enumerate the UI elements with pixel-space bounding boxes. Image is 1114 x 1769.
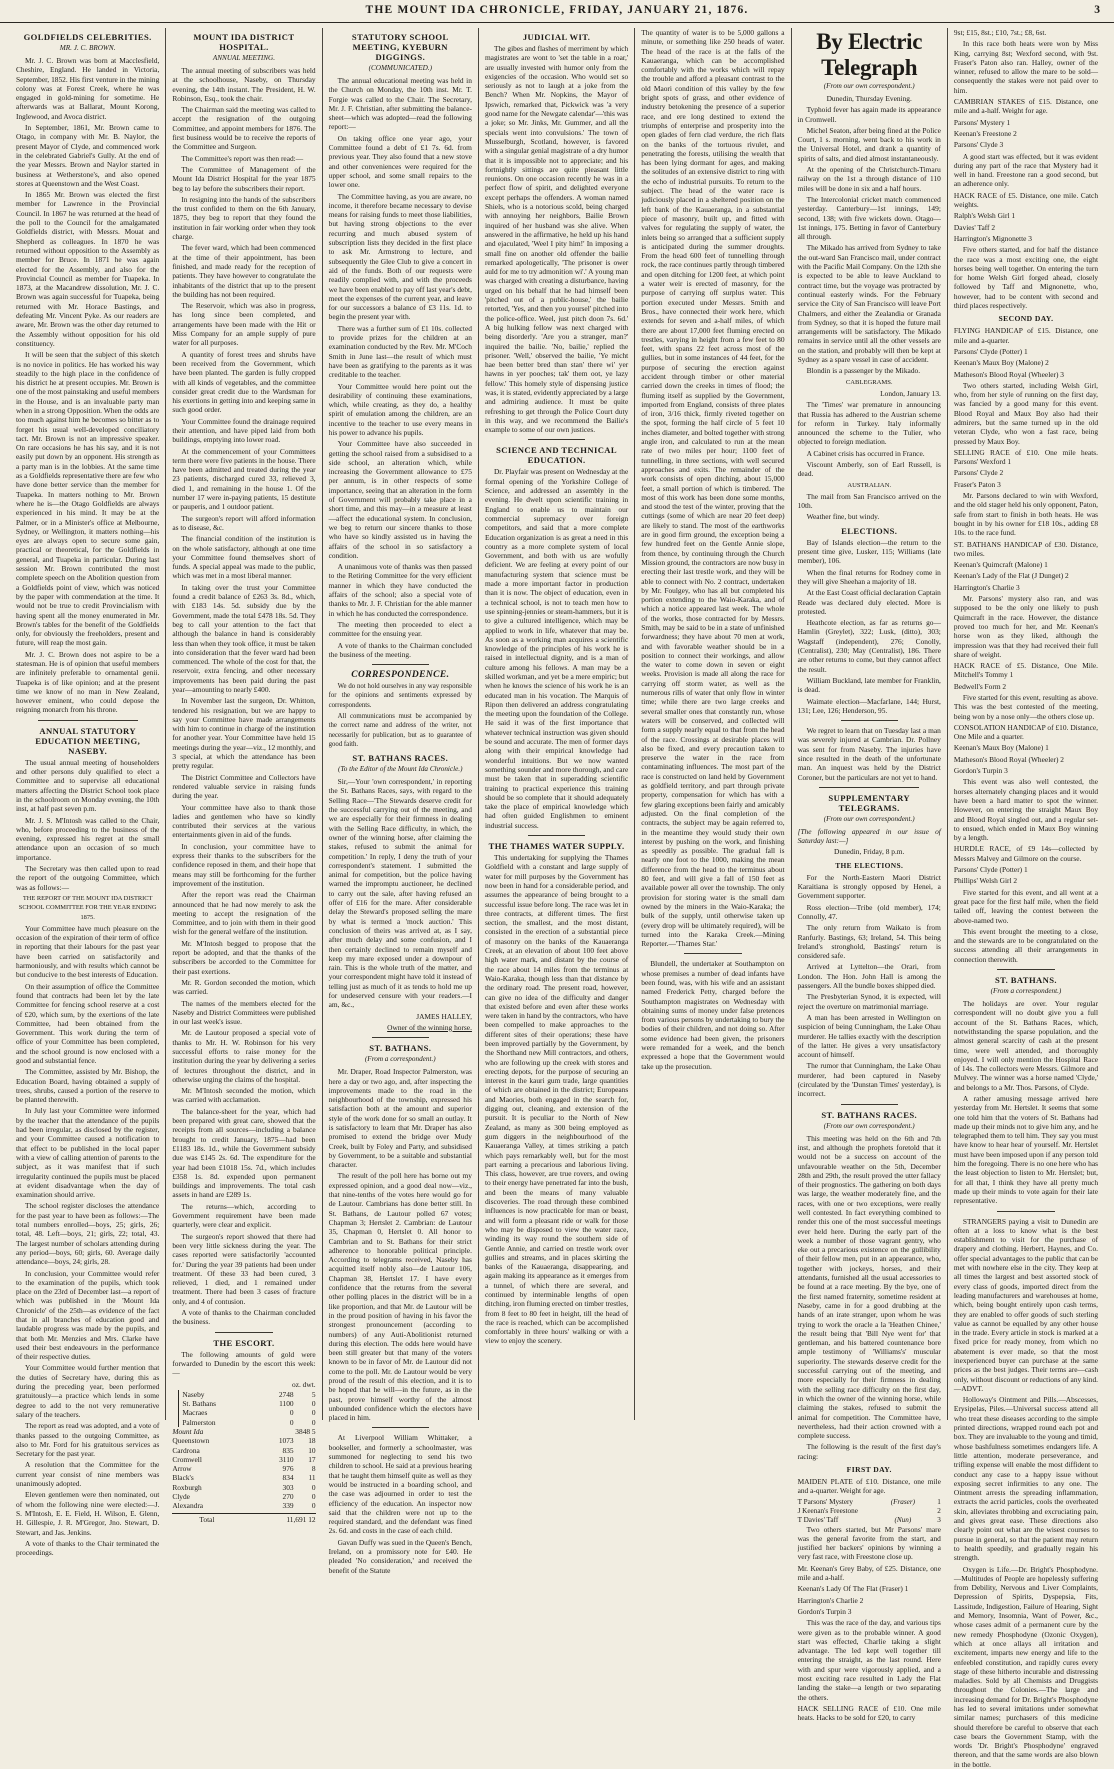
article-paragraph: The following is the result of the first day's racing: (797, 1442, 941, 1461)
telegraph-heading: By Electric Telegraph (816, 29, 923, 80)
newspaper-page (10, 28, 1104, 1769)
article-paragraph: After the report was read the Chairman announced that he had now merely to ask the meeting to accept the resignation of the Committee, and to join with them in their good wish for the general welfare of the institution. (172, 890, 316, 937)
race-title: SELLING RACE of £10. One mile heats. Parsons' Wexford 1 (953, 447, 1099, 467)
article-paragraph: The surgeon's report showed that there had been very little sickness during the year. The cases reported were satisfactorily 'accounted for.' During the year 39 patients had been under treatment. Of these 33 had been cured, 3 relieved, 1 died, and 1 remained under treatment. There had been 3 cases of fracture only, and 4 of contusion. (172, 1231, 316, 1306)
article-paragraph: Michel Seaton, after being fined at the Police Court, 1 s. morning, went back to his work in the Universal Hotel, and drank a quantity of spirits of salts, and died almost instantaneously. (797, 125, 941, 163)
telegraph-subheading: (From our own correspondent.) (823, 82, 915, 90)
column-4 (479, 28, 635, 1420)
race-result-line: Harrington's Charlie 2 (797, 1595, 864, 1605)
article-paragraph: The mail from San Francisco arrived on the 10th. (797, 491, 941, 511)
race-result-line: Matheson's Blood Royal (Wheeler) 2 (953, 754, 1064, 764)
race-result-line: Parsons' Clyde 3 (953, 140, 1004, 150)
article-paragraph: Mr. Parsons declared to win with Wexford, and the old stager held his only opponent, Paton, safe from start to finish in both heats. He was bought in by his owner for £18 10s., adding £8 10s. to the race fund. (953, 491, 1099, 538)
total-row (172, 1513, 315, 1524)
race-result-row: J Keenan's Freestone 2 (797, 1506, 941, 1515)
race-result-line: Gordon's Turpin 3 (953, 766, 1008, 776)
race-result-line: Bedwell's Form 2 (953, 681, 1007, 691)
race-result-line: Keenan's Lady of the Flat (J Dunget) 2 (953, 571, 1069, 581)
race-result-line: Matheson's Blood Royal (Wheeler) 3 (953, 369, 1064, 379)
race-result-line: Harrington's Charlie 3 (953, 582, 1020, 592)
newspaper-title: THE MOUNT IDA CHRONICLE, FRIDAY, JANUARY 21, 1876. (365, 4, 749, 16)
article-paragraph: Sir,—Your 'own correspondent,' in reporting the St. Bathans Races, says, with regard to the Selling Race—'The Stewards deserve credit for the successful carrying out of the meeting, and we are especially for their firmness in dealing with the Selling Race difficulty, in which, the owner of the winning horse, after claiming the stakes, refused to submit the animal for competition.' In reply, I deny the truth of your correspondent's statement. I submitted the animal for competition, but the police having warned the impromptu auctioneer, he declined to carry out the sale, after having refused an offer of £16 for the mare. After considerable delay the Steward's proposed selling the mare by what is termed a 'mock auction.' This conclusion of theirs was arrived at, as I say, after much delay and some confusion, and I then certainly declined to remain myself and keep my mare exposed under a downpour of rain. This is the whole truth of the matter, and your correspondent might have told it instead of telling just as much of it as tends to hold me up for undeserved censure with your readers.—I am, &c., (328, 777, 472, 1010)
article-paragraph: Mr. Draper, Road Inspector Palmerston, was here a day or two ago, and, after inspecting the improvements made to the road in the neighbourhood of the township, expressed his satisfaction both at the amount and superior style of the work done for so small an outlay. It is satisfactory to learn that Mr. Draper has also promised to extend the bridge over Mudy Creek, built by Foley and Party, and subsidised by Government, to be a suitable and substantial character. (328, 1067, 472, 1170)
elections-heading: ELECTIONS. (841, 525, 898, 536)
article-paragraph: For the North-Eastern Maori District Karaitiana is strongly opposed by Henei, a Government supporter. (797, 872, 941, 901)
article-paragraph: A vote of thanks to the Chair terminated the proceedings. (16, 1538, 160, 1558)
letter-signature: JAMES HALLEY, (416, 1011, 472, 1021)
article-paragraph: Bay of Islands election—the return to the present time give, Lusker, 115; Williams (late member), 106. (797, 537, 941, 566)
supplementary-subheading: (From our own correspondent.) (823, 814, 915, 823)
article-paragraph: Your Committee would further mention that the duties of Secretary have, during this as during the preceding year, been performed gratuitously—a practice which lends in some degree to add to the not very remunerative salary of the teachers. (16, 1363, 160, 1419)
race-title: ST. BATHANS HANDICAP of £30. Distance, two miles. (953, 539, 1099, 558)
article-paragraph: The Mikado has arrived from Sydney to take the out-ward San Francisco mail, under contract with the Pacific Mail Company. On the 12th she is expected to be able to leave Auckland to contract time, but the voyage was protracted by continual easterly winds. For the February service the City of San Francisco will leave Port Chalmers, and either the Zealandia or Granada from Sydney, so that it is hoped the future mail arrangements will be satisfactory. The Mikado remains in service until all the other vessels are on the station, and probably will then be kept at Sydney as a spare vessel in case of accident. (797, 243, 941, 365)
table-row: Cromwell 3110 17 (172, 1454, 316, 1464)
article-paragraph: In this race both heats were won by Miss King, carrying 8st; Wexford second, with 9st. Fraser's Paton also ran. Halley, owner of the winner, refused to allow the mare to be sold—consequently the stakes were not paid over to him. (953, 39, 1099, 95)
article-paragraph: The result of the poll here has borne out my expressed opinion, and a good deal now—viz., that nine-tenths of the votes here would go for de Lautour. Cambrians has done better still. In St. Bathans, de Lautour polled 67 votes; Chapman 3; Hertslet 2. Cambrian: de Lautour 35, Chapman 0, Hertslet 0. All honor to Cambrian and to St. Bathans for their strict adherence to honorable political principle. According to telegrams received, Naseby has acquitted itself nobly also—de Lautour 106, Chapman 38, Hertslet 17. I have every confidence that the returns from the several other polling places in the district will be in a like proportion, and that Mr. de Lautour will be in the proud position of having in his favor the strongest pronouncement (according to numbers) of any Auti-Abolitionist returned during this election. The odds here would have been still greater but that many of the voters known to be in favor of Mr. de Lautour did not come to the poll. Mr. de Lautour would be very proud of the result of this election, and it is to be hoped that he will—in the future, as in the past, prove himself worthy of the almost unbounded confidence which the electors have placed in him. (328, 1171, 472, 1423)
table-row: Queenstown 1073 18 (172, 1436, 316, 1446)
column-rule (819, 787, 919, 788)
article-paragraph: The quantity of water is to be 5,000 gallons a minute, or something like 250 heads of water. The head of the race is at the falls of the Kauaeranga, which can be accomplished comfortably with the works which will repay the trouble and afford a pleasant contrast to the old Maori condition of this valley by the few bright spots of grass, and other evidence of industry betokening the presence of a superior race, and ere long destined to extend the triumphs of enterprise and prosperity into the open glades of fern clad verdure, the rich flats on the banks of the tortuous rivulet, and penetrating the forests, utilising the wealth that has been lying dormant for ages, and making the solitudes of an extensive district to ring with the echo of industrial pursuits. To return to the subject. The head of the water race is judiciously placed in a sheltered position on the left bank of the Kauaeranga, in a substantial piece of masonry, built up, and fitted with valves for regulating the supply of water, the inlets being so arranged that a sufficient supply is anticipated during the summer droughts. From the head 600 feet of tunnelling through rock, the race continues partly through timbered and open ditching for 1200 feet, at which point a water weir is erected of masonry, for the purpose of carrying off surplus water. This portion executed under Messrs. Smith and Bros., have connected their work here, which extends for seven and a-half miles, of which there are about 17,000 feet fluming erected on trestles, varying in height from a few feet to 80 feet, with spans 22 feet across most of the gullies, but in some instances of 44 feet, for the purpose of securing the erection against accident through timber or other material carried down the creeks in times of flood; the fluming itself as supplied by the Government, imported from England, consists of three plates of iron, 3/16 thick, firmly riveted together on the spot, forming the half circle of 5 feet 10 inches diameter, and bolted together with strong angle iron, and calculated to run at the mean rate of two miles per hour; 1100 feet of tunnelling, in three sections, with well secured approaches and exits. The remainder of the work consists of open ditching, about 15,000 feet, a small portion of which is timbered. The most of this work has been done some months, and stood the test of the winter, proving that the cuttings (some of which are near 20 feet deep) are likely to stand. The most of the earthworks are in good firm ground, the exception being a few hundred feet on the Gentle Annie slope, from thence, by continuing through the Church Mission ground, the contractors are now busy in erecting their last trestle work, and they will be able to connect with No. 2 contract, undertaken by Mr. Foulgey, who has all but completed his portion extending to the Waio-Karaka, and of which a notice appeared last week. The whole of the works, those contracted for by Messrs. Smith, may be said to be in a state of unfinished forwardness; they have about 70 men at work, and with favorable weather should be in a position to connect their workings, and allow the water to come down in seven or eight weeks. Provision is made all along the race for carrying off storm water, as well as the numerous rills of water that only flow in winter time; while there are two large creeks and several smaller ones that constantly run, whose waters will be conserved, and collected will form a supply nearly equal to that from the head of the race. Crossings at desirable places will also be fixed, and every precaution taken to preserve the water in the race from contaminating influences. The most part of the race is constructed on land held by Government as goldfield territory, and part through private property, compensation for which has with a few glaring exceptions been fairly and amicably adjusted. On the final completion of the contracts, the subject may be again referred to, in the meantime they would study their own interest by pushing on the work, and finishing as speedily as possible. The gradual fall is nearly one foot to the 1000, making the mean difference from the head to the terminus about 80 feet, and will give a fall of 150 feet as available power all over the township. The only provision for storing water is the small dam owned by the miners in the Waio-Karaka; the bulk of the supply, until otherwise taken up (every drop will be ultimately required), will be turned into the Karaka Creek.—Mining Reporter.—'Thames Star.' (641, 28, 785, 949)
table-row: Roxburgh 303 0 (172, 1482, 316, 1492)
article-paragraph: Your Committee would here point out the desirability of continuing these examinations, which, while creating, as they do, a healthy spirit of emulation among the children, are an incentive to the teacher to use every means in his power to advance his pupils. (328, 381, 472, 437)
article-paragraph: Mr. M'Intosh seconded the motion, which was carried with acclamation. (172, 1086, 316, 1105)
race-result-line: Ralph's Welsh Girl 1 (953, 211, 1016, 221)
article-paragraph: Eleven gentlemen were then nominated, out of whom the following nine were elected:—J. S. M'Intosh, E. E. Field, H. Wilson, E. Glenn, H. Gillespie, J. R. M'Gregor, Jno. Stewart, D. Stewart, and Jas. Jenkins. (16, 1490, 160, 1537)
science-education-heading: SCIENCE AND TECHNICAL EDUCATION. (496, 445, 618, 466)
supplementary-telegrams-heading: SUPPLEMENTARY TELEGRAMS. (828, 792, 911, 813)
mount-ida-group (178, 1390, 315, 1427)
article-paragraph: The following amounts of gold were forwarded to Dunedin by the escort this week:— (172, 1349, 316, 1378)
article-paragraph: Five started for this event, and all went at a great pace for the first half mile, when the field tailed off, leaving the contest between the above-named two. (953, 887, 1099, 925)
race-result-line: Parsons' Clyde (Potter) 1 (953, 865, 1028, 875)
school-meeting-heading: ANNUAL STATUTORY EDUCATION MEETING, NASEBY. (35, 725, 141, 756)
article-paragraph: Two others started, including Welsh Girl, who, from her style of running on the first day, was fancied by a good many for this event. Blood Royal and Maux Boy also had their admirers, but the same turned up in the old veteran Clyde, who won a fast race, being pressed by Maux Boy. (953, 380, 1099, 446)
article-paragraph: Five others started, and for half the distance the race was a most exciting one, the eight horses being well together. On entering the turn for home Welsh Girl forged ahead, closely followed by Taff and Mignonette, who, however, had to be content with second and third places respectively. (953, 245, 1099, 311)
hospital-heading: MOUNT IDA DISTRICT HOSPITAL. (193, 32, 295, 52)
article-paragraph: Gavan Duffy was sued in the Queen's Bench, Ireland, on a promissory note for £40. He pleaded 'No consideration,' and received the benefit of the Statute (328, 1537, 472, 1575)
article-paragraph: The fever ward, which had been commenced at the time of their appointment, has been finished, and made ready for the reception of patients. They have however to congratulate the inhabitants of the district that up to the present the building has not been required. (172, 243, 316, 299)
article-paragraph: The Committee, assisted by Mr. Bishop, the Education Board, having obtained a supply of trees, shrubs, caused a portion of the reserve to be planted therewith. (16, 1067, 160, 1105)
article-paragraph: There was a further sum of £1 10s. collected to provide prizes for the children at an examination conducted by the Rev. Mr. M'Coch Smith in June last—the result of which must have been as gratifying to the parents as it was creditable to the teacher. (328, 323, 472, 380)
article-paragraph: The gibes and flashes of merriment by which magistrates are wont to 'set the table in a roar,' are usually invested with humor only from the exigencies of the occasion. Who would set so seriously as not to laugh at a joke from the Bench? When Mr. Nopkins, the Mayor of Ipswich, remarked that, Pickwick was 'a very good name for the Newgate calendar'—'this was a joke; so Mr. Jinks, Mr. Gummer, and all the specials went into convulsions.' The town of Musselburgh, Scotland, however, is favored with a singular genial magistrate of a dry humor that it is impossible not to appreciate; and his fortnightly sittings are quite pleasant little reunions. On one occasion recently he was in a perfect flow of spirit, and delighted everyone except perhaps the offenders. A woman named Shiels, who is a notorious scold, being charged with annoying her neighbors, Bailie Brown inquired of her husband was she alive. When answered in the affirmative, he held up his hand and ejaculated, 'Weel I pity him!' In imposing a small fine on another old offender the bailie remarked apologetically, 'The prisoner is ower auld for me to try admonition wi'.' A young man was charged with creating a disturbance, having urged on his behalf that he had himself been 'pitched out of a public-house,' the bailie retorted, 'Yes, and then you yoursel' pitched into the police-office. Weel, just pitch doon 7s. 6d.' A big hulking fellow was next charged with being disorderly. 'Are you a stranger, man?' inquired the bailie. 'No, bailie,' replied the prisoner. 'Well,' observed the bailie, 'Ye micht hae been better bred than stan' there wi' yer hawns in yer pooches; tak' them oot, ye lazy fellow.' This homely style of dispensing justice was, it is stated, evidently appreciated by a large and admiring audience. It must be quite refreshing to get through the Police Court duty in this way, and we recommend the Bailie's example to some of our own justices. (484, 44, 629, 435)
race-result-line: Phillips' Welsh Girl 2 (953, 876, 1018, 886)
article-paragraph: In September, 1861, Mr. Brown came to Otago, in company with Mr. B. Naylor, the present Mayor of Clyde, and commenced work in the celebrated Gabriel's Gully. At the end of the year Messrs. Brown and Naylor started in business at Wetherstone's, and also opened stores at Queenstown and the West Coast. (16, 123, 160, 188)
race-result-line: Gordon's Turpin 3 (797, 1606, 852, 1616)
advertisement-paragraph: Holloway's Ointment and Pills.—Abscesses, Erysipelas, Piles.—Universal success attend all who treat these diseases according to the simple printed directions, wrapped round each pot and box. They are invaluable to the young and timid, whose bashfulness sometimes endangers life. A little attention, moderate perseverance, and trifling expense will enable the most diffident to conduct any case to a happy issue without exposing secret infirmities to any one. The Ointment arrests the spreading inflammation, extracts the acrid particles, cools the overheated skin, alleviates throbbing and excruciating pain, and gives great ease. These directions also clearly point out what are the wisest courses to pursue in general, so that the patient may return to health speedily, and gradually regain his strength. (953, 1395, 1099, 1563)
article-paragraph: In 1865 Mr. Brown was elected the first member for Lawrence in the Provincial Council. In 1867 he was returned at the head of the poll to the Council for the amalgamated Goldfields district, with Messrs. Mouat and Shepherd as colleagues. In 1870 he was returned without opposition to the Assembly as member for Bruce. In 1871 he was again elected for the Assembly, and also for the Provincial Council as member for Tuapeka. In 1873, at the Macandrew dissolution, Mr. J. C. Brown was again successful for Tuapeka, being returned with Mr. Horace Bastings, and defeating Mr. Vincent Pyke. As our readers are aware, Mr. Brown was the other day returned to the Assembly without opposition for his old constituency. (16, 190, 160, 348)
race-result-line: Parsons' Mystery 1 (953, 117, 1011, 127)
table-row (172, 1427, 315, 1436)
article-paragraph: The school register discloses the attendance for the past year to have been as follows:—The total numbers enrolled—boys, 25; girls, 26; total, 48. Left—boys, 21; girls, 22; total, 43. The largest number of scholars attending during any period—boys, 60; girls, 60. Average daily attendance—boys, 24; girls, 28. (16, 1201, 160, 1267)
article-paragraph: In taking over the trust your Committee found a credit balance of £263 3s. 8d., which, with £183 14s. 5d. subsidy due by the Government, made the total £478 18s. 5d. They beg to call your attention to the fact that although the balance in hand is considerably less than when they took office, it must be taken into consideration that the fever ward had been commenced. The whole of the cost for that, the reservoir, extra fencing, and other necessary improvements has been paid during the past year—amounting to nearly £400. (172, 582, 316, 694)
article-paragraph: Two others started, but Mr Parsons' mare was the general favorite from the start, and justified her backers' opinions by winning a very fast race, with Freestone close up. (797, 1524, 941, 1562)
article-paragraph: Arrived at Lyttelton—the Orari, from London. The Hon. John Hall is among the passengers. All the bundle boxes shipped died. (797, 962, 941, 991)
article-paragraph: The Chairman said the meeting was called to accept the resignation of the outgoing Committee, and appoint members for 1876. The first business would be to receive the reports of the Committee and Surgeon. (172, 105, 316, 152)
article-paragraph: Mr. de Lautour proposed a special vote of thanks to Mr. H. W. Robinson for his very successful efforts to raise money for the institution during the year by delivering a series of lectures throughout the district, and in otherwise urging the claims of the hospital. (172, 1028, 316, 1084)
race-result-line: Keenan's Lady Of The Flat (Fraser) 1 (797, 1584, 909, 1594)
race-title: HACK RACE of £5. Distance, one mile. Catch weights. (953, 190, 1099, 210)
article-paragraph: The Presbyterian Synod, it is expected, will reject the overture on matrimonial marriage. (797, 992, 941, 1011)
race-line: 9st; £15, 8st.; £10, 7st.; £8, 6st. (953, 28, 1047, 37)
article-paragraph: The Secretary was then called upon to read the report of the outgoing Committee, which was as follows:— (16, 864, 160, 892)
race-result-line: Parsons' Clyde (Potter) 1 (953, 346, 1028, 356)
dateline: London, January 13. (880, 388, 941, 398)
column-rule (215, 1332, 272, 1333)
column-7 (948, 28, 1104, 1769)
section-label: AUSTRALIAN. (847, 481, 892, 489)
column-rule (997, 969, 1055, 970)
race-result-row: T Davies' Taff (Nun) 3 (797, 1515, 941, 1524)
article-paragraph: Your Committee have also succeeded in getting the school raised from a subsidised to a side school, an alteration which, while increasing the Government allowance to £75 per annum, is in other respects of some importance, seeing that an alteration in the form of Government will probably take place in a short time, and this may—in a measure at least—affect the educational system. In conclusion, we beg to return our sincere thanks to those who have so kindly assisted us in having the affairs of the school in so satisfactory a condition. (328, 439, 472, 560)
article-paragraph: At the opening of the Christchurch-Timaru railway on the 1st a through distance of 110 miles will be done in six and a half hours. (797, 165, 941, 193)
article-paragraph: The annual meeting of subscribers was held at the schoolhouse, Naseby, on Thursday evening, the 14th instant. The President, H. W. Robinson, Esq., took the chair. (172, 66, 316, 103)
article-paragraph: This undertaking for supplying the Thames Goldfield with a constant and large supply of water for mill purposes by the Government has now been in hand for a considerable period, and assumes the appearance of being brought to a successful issue before long. The race was let in three contracts, at different times. The first section, the smallest, and the most distant, consisted in the erection of a substantial piece of masonry on the banks of the Kauaeranga Creek, at an elevation of about 100 feet above high water mark, and distant by the course of the race about 14 miles from the terminus at Waio-Karaka, though less than that distance by the ordinary road. The present road, however, can give no idea of the difficulty and danger that existed before and even after these works were taken in hand by the contractors, who have been compelled to make approaches to the different sites of their operations; these have been improved partially by the Government, by the Shorthand new Mill contractors, and others, who are following up the creek with stores and erecting depots, for the purpose of securing an interest in the kauri gum trade, large quantities of which are obtained in the district; Europeans and Maories, both engaged in the search for, digging out, cleaning, and extension of the pursuit. It is peculiar to the North of New Zealand, as many as 300 being employed as gum diggers in the neighbourhood of the Kauaeranga Valley, at times striking a patch which pays remarkably well, but for the most part earning a precarious and laborious living. This class, however, are true rovers, and owing to their energy have penetrated far into the bush, and been the means of many valuable discoveries. The road through these combined influences is now practicable for man or beast, and will form a pleasant ride or walk for those who may be disposed to view the water race, winding its way round the southern side of Gentle Annie, and carried on trestle work over gullies and streams, and in places skirting the banks of the Kauaeranga, disappearing, and again making its appearance as it emerges from a tunnel, of which there are several, and continued by interminable lengths of open ditching, iron fluming erected on timber trestles, from 8 feet to 80 feet in height, till the head of the race is reached, which can be accomplished comfortably in three hours' walking or with a view to enjoy the scenery. (484, 853, 629, 1346)
kyeburn-subheading: (COMMUNICATED.) (368, 64, 432, 72)
article-paragraph: The surgeon's report will afford information as to disease, &c. (172, 513, 316, 532)
article-paragraph: A vote of thanks to the Chairman concluded the business of the meeting. (328, 640, 472, 659)
column-rule (372, 664, 429, 665)
escort-heading: THE ESCORT. (213, 1337, 275, 1348)
article-paragraph: Ross election—Tribe (old member), 174; Connolly, 47. (797, 902, 941, 921)
article-paragraph: Viscount Amberly, son of Earl Russell, is dead. (797, 459, 941, 479)
article-paragraph: Your committee have also to thank those ladies and gentlemen who have so kindly contributed their services at the various entertainments given in aid of the funds. (172, 802, 316, 840)
article-paragraph: A good start was effected, but it was evident during any part of the race that Mystery had it well in hand. Freestone ran a good second, but an adherence only. (953, 151, 1099, 189)
article-paragraph: The returns—which, according to Government requirement have been made quarterly, were clear and explicit. (172, 1201, 316, 1230)
supp-elections-heading: THE ELECTIONS. (835, 860, 904, 870)
article-paragraph: Mr. J. C. Brown does not aspire to be a statesman. He is of opinion that useful members are infinitely preferable to ornamental genii. Tuapeka is of like opinion; and at the present time we know of no man in New Zealand, however eminent, who could depose the reigning monarch from his throne. (16, 649, 160, 715)
table-row: St. Bathans 1100 0 (182, 1399, 316, 1409)
article-paragraph: Heathcote election, as far as returns go—Hamlin (Greylet), 322; Lusk, (ditto), 303; Wagstaff (independent), 276; Conolly, (Centralist), 230; May (Centralist), 186. There are other returns to come, but they cannot affect the result. (797, 618, 941, 674)
article-paragraph: Your Committee found the drainage required their attention, and have piped laid from both buildings, emptying into lower road. (172, 416, 316, 445)
table-row: Clyde 270 0 (172, 1492, 316, 1502)
article-paragraph: In November last the surgeon, Dr. Whitton, tendered his resignation, but we are happy to say your Committee have made arrangements with him to continue in charge of the institution for another year. Your Committee have held 15 meetings during the year—viz., 12 monthly, and 3 special, at which the attendance has been pretty regular. (172, 696, 316, 771)
column-rule (38, 720, 138, 721)
article-paragraph: Your Committee have much pleasure on the occasion of the expiration of their term of office in reporting that their labours for the past year have been carried on satisfactorily and harmoniously, and with results which cannot be but conducive to the best interests of Education. (16, 923, 160, 980)
article-paragraph: The annual educational meeting was held in the Church on Monday, the 10th inst. Mr. T. Forgie was called to the Chair. The Secretary, Mr. J. F. Christian, after submitting the balance-sheet—which was adopted—read the following report:— (328, 76, 472, 132)
race-result-line: Keenan's Freestone 2 (953, 128, 1017, 138)
article-paragraph: In resigning into the hands of the subscribers the trust confided to them on the 6th January, 1875, they beg to report that they found the institution in fair working order when they took charge. (172, 194, 316, 242)
article-paragraph: On their assumption of office the Committee found that contracts had been let by the late Committee for fencing school reserve at a cost of £20, which sum, by the exertions of the late Committee, had been obtained from the Government. This work during the term of office of your Committee has been completed, and the school ground is now enclosed with a good and substantial fence. (16, 981, 160, 1065)
column-rule (684, 953, 741, 954)
race-result-line: Keenan's Maux Boy (Malone) 2 (953, 358, 1049, 368)
st-bathans-races-subheading: (From our own correspondent.) (823, 1121, 915, 1130)
column-rule (528, 439, 585, 440)
notice-paragraph: We do not hold ourselves in any way responsible for the opinions and sentiments expressed by correspondents. (328, 683, 472, 709)
race-title: Mr. Keenan's Grey Baby, of £25. Distance, one mile and a-half. (797, 1563, 941, 1583)
article-paragraph: The Reservoir, which was also in progress, has long since been completed, and arrangements have been made with the Hit or Miss Company for an ample supply of pure water for all purposes. (172, 301, 316, 348)
table-row: Arrow 976 8 (172, 1464, 316, 1474)
races-letter-heading: ST. BATHANS RACES. (352, 753, 449, 764)
race-result-line: Harrington's Mignonette 3 (953, 233, 1032, 243)
article-paragraph: At the East Coast official declaration Captain Reade was declared duly elected. More is protested. (797, 588, 941, 616)
page-number: 3 (1094, 4, 1100, 16)
column-rule (841, 720, 898, 721)
advertisement-paragraph: STRANGERS paying a visit to Dunedin are often at a loss to know what is the best establishment to visit for the purchase of drapery and clothing. Herbert, Haynes, and Co. offer special advantages to the public that can be met with nowhere else in the city. They keep at all times the largest and best assorted stock of every class of goods, imported direct from the leading manufacturers and warehouses at home, which, being bought entirely upon cash terms, they are enabled to offer goods of such sterling value as cannot be equalled by any other house in the trade. Every article in stock is marked at a fixed price for ready money, from which no abatement is ever made, so that the most inexperienced buyer can purchase at the same prices as the best judges. Their terms are—cash only, without discount or reductions of any kind.—ADVT. (953, 1216, 1099, 1393)
first-day-heading: FIRST DAY. (846, 1465, 892, 1474)
unit-label: oz. dwt. (292, 1380, 316, 1390)
article-paragraph: In July last your Committee were informed by the teacher that the attendance of the pupils had been irregular, as disclosed by the register, and your Committee caused a notification to that effect to be published in the local paper with a view of calling attention of parents to the subject, as it was manifest that if such irregularity continued the pupils must be placed at evident disadvantage when the day of examination should arrive. (16, 1106, 160, 1200)
race-result-line: Davies' Taff 2 (953, 222, 996, 232)
goldfields-celebrities-heading: GOLDFIELDS CELEBRITIES. (23, 32, 152, 42)
article-paragraph: Mr. J. S. M'Intosh was called to the Chair, who, before proceeding to the business of the evening, expressed his regret at the small attendance upon an occasion of so much importance. (16, 815, 160, 862)
article-paragraph: It will be seen that the subject of this sketch is no novice in politics. He has worked his way steadily to the high place in the confidence of his district he at present occupies. Mr. Brown is one of the most painstaking and useful members in the House, and is an invaluable party man when in a strong Opposition. When the odds are too much against him he becomes so bitter as to forget his usual well-developed conciliatory tact. Mr. Brown is not an impressive speaker. On rare occasions he has his say, and it is not easily put down by an opponent. His strength as a party man is in the lobbies. At the same time as a Goldfields representative there are few who have done better service than the member for Tuapeka. In matters nothing to Mr. Brown where he is—the Otago Goldfields are always experienced in his mind. It may be at the Palmer, or in a Minister's office at Melbourne, Sydney, or Wellington, it matters nothing—his eyes are always open to secure some gain, practical or theoretical, for the Goldfields in general, and Tuapeka in particular. During last session Mr. Brown contributed the most complete speech on the Abolition question from a Goldfields point of view, which was noticed by the paper with commendation at the time. It would not be true to credit Provincialism with having spent all the money enumerated in Mr. Brown's tables for the benefit of the Goldfields only, for obviously the freeholders, present and future, will reap the most gain. (16, 350, 160, 648)
article-paragraph: Blondin is a passenger by the Mikado. (806, 366, 921, 376)
article-paragraph: At Liverpool William Whittaker, a bookseller, and formerly a schoolmaster, was summoned for neglecting to send his two children to school. He said at a previous hearing that he taught them himself quite as well as they would be instructed in a boarding school, and the case was adjourned in order to test the efficiency of the education. An inspector now said that the children were not up to the required standard, and the defendant was fined 2s. 6d. and costs in the case of each child. (328, 1433, 472, 1536)
group-label: Mount Ida (172, 1426, 204, 1436)
article-paragraph: This event brought the meeting to a close, and the stewards are to be congratulated on the success attending all their arrangements in connection therewith. (953, 926, 1099, 964)
article-paragraph: The Committee's report was then read:— (181, 153, 304, 163)
article-paragraph: The Committee having, as you are aware, no income, it therefore became necessary to devise means for raising funds to meet those liabilities, but having strong objections to the ever recurring and much abused system of subscription lists they decided in the first place to ask Mr. Armstrong to lecture, and subsequently the Glee Club to give a concert in aid of the funds. Both of our requests were readily complied with, and with the proceeds we have been enabled to pay off last year's debt, meet the expenses of the current year, and leave for our successors a balance of £3 11s. 1d. to begin the present year with. (328, 191, 472, 322)
article-paragraph: The balance-sheet for the year, which had been prepared with great care, showed that the receipts from all sources—including a balance brought to credit January, 1875—had been £1183 18s. 1d., while the Government subsidy due was £145 2s. 6d. The expenditure for the year had been £1018 15s. 7d., which includes £358 1s. 8d. expended upon permanent buildings and improvements. The total cash assets in hand are £289 1s. (172, 1106, 316, 1200)
notice-paragraph: All communications must be accompanied by the correct name and address of the writer, not necessarily for publication, but as to guarantee of good faith. (328, 713, 472, 748)
total-value: 11,691 12 (286, 1514, 316, 1524)
article-paragraph: This was the race of the day, and various tips were given as to the probable winner. A good start was effected, Charlie taking a slight advantage. The led kept well together till entering the straight, as the last round. Here with and spur were vigorously applied, and a most exciting race resulted in Lady the Flat landing the stake—a length or two separating the others. (797, 1618, 941, 1702)
table-row: Cardrona 835 10 (172, 1445, 316, 1455)
group-subtotal: 3848 5 (295, 1426, 316, 1436)
table-row: Macraes 0 0 (182, 1408, 316, 1418)
correspondence-heading: CORRESPONDENCE. (351, 670, 450, 681)
article-paragraph: A unanimous vote of thanks was then passed to the Retiring Committee for the very efficient manner in which they have conducted the affairs of the school; also a special vote of thanks to Mr. J. F. Christian for the able manner in which he has conducted the correspondence. (328, 562, 472, 618)
article-paragraph: Waimate election—Macfarlane, 144; Hurst, 131; Lee, 126; Henderson, 95. (797, 696, 941, 715)
table-header (172, 1380, 315, 1389)
article-paragraph: The rumor that Cunningham, the Lake Ohau murderer, had been captured in Naseby (circulated by the 'Dunstan Times' yesterday), is incorrect. (797, 1061, 941, 1099)
column-rule (372, 1427, 429, 1428)
race-title: CONSOLATION HANDICAP of £10. Distance, One Mile and a quarter. (953, 722, 1099, 742)
article-paragraph: A rather amusing message arrived here yesterday from Mr. Hertslet. It seems that some one told him that the voters of St. Bathans had made up their minds not to give him any, and he telegraphed them to tell him. They say you must have know to hear hear of yourself. Mr. Hertslet must have been imposed upon if any person told him the foregoing. There is no one here who has the least objection to listen to Mr. Hertslet; but, for all that, I think they have all pretty much made up their minds to vote again for their late representative. (953, 1093, 1099, 1206)
article-paragraph: Typhoid fever has again made its appearance in Cromwell. (797, 105, 941, 124)
st-bathans-heading: ST. BATHANS. (369, 1043, 432, 1054)
column-1 (10, 28, 166, 1558)
column-5 (635, 28, 791, 1420)
article-paragraph: This meeting was held on the 6th and 7th inst, and although the prophets foretold that it would not be a success on account of the unfavourable weather on the 5th, December 28th and 29th, the result proved the utter fallacy of their prognostics. The gathering on both days was large, the weather moderately fine, and the races, with one or two exceptions, were really well contested. In fact everything combined to render this one of the most successful meetings ever held here. During the early part of the week a number of those vagrant gentry, who eke out a precarious existence on the gullibility of their fellow men, put in an appearance, who, together with jockeys, horses, and their attendants, furnished all the usual accessories to be found at a race meeting. By the bye, one of the first named fraternity, sometime resident at Naseby, came in for a good drubbing at the hands of an irate stranger, upon whom he was trying to work the oracle a la 'Heathen Chinee,' the result being that 'Bill Nye went for' that gentleman, and his battered countenance bore ample testimony of 'Williams's' muscular superiority. The stewards deserve credit for the successful carrying out of the meeting, and more especially for their firmness in dealing with the selling race difficulty on the first day, in which the owner of the winning horse, while claiming the stakes, refused to submit the animal for competition. The Committee have, nevertheless, had their action crowned with a complete success. (797, 1133, 941, 1441)
column-rule (841, 1104, 898, 1105)
article-paragraph: The 'Times' war premature in announcing that Russia has adhered to the Austrian scheme for reform in Turkey. Italy informally announced the scheme to the Tulier, who objected to foreign mediation. (797, 400, 941, 447)
article-paragraph: Mr. R. Gordon seconded the motion, which was carried. (172, 977, 316, 997)
article-paragraph: A resolution that the Committee for the current year consist of nine members was unanimously adopted. (16, 1460, 160, 1489)
section-label: CABLEGRAMS. (845, 378, 893, 386)
dateline: Dunedin, Friday, 8 p.m. (834, 847, 905, 857)
judicial-wit-heading: JUDICIAL WIT. (522, 32, 591, 42)
masthead (0, 0, 1114, 23)
article-paragraph: When the final returns for Rodney come in they will give Sheehan a majority of 18. (797, 567, 941, 586)
race-result-line: Keenan's Quimcraft (Malone) 1 (953, 560, 1048, 570)
article-paragraph: On taking office one year ago, your Committee found a debt of £1 7s. 6d. from previous year. They also found that a new stove and other conveniences were required for the upper school, and some small repairs to the lower one. (328, 133, 472, 190)
article-paragraph: The Committee of Management of the Mount Ida District Hospital for the year 1875 beg to lay before the subscribers their report. (172, 164, 316, 193)
article-paragraph: The report as read was adopted, and a vote of thanks passed to the outgoing Committee, as also to Mr. Ford for his gratuitous services as Secretary for the past year. (16, 1421, 160, 1459)
article-paragraph: The District Committee and Collectors have rendered valuable service in raising funds during the year. (172, 772, 316, 801)
article-paragraph: A quantity of forest trees and shrubs have been received from the Government, which have been planted. The garden is fully cropped with all kinds of vegetables, and the committee consider great credit due to the Wardsman for his exertions in getting into and keeping same in such good order. (172, 349, 316, 415)
race-result-line: Fraser's Paton 3 (953, 479, 1001, 489)
st-bathans-2-subheading: (From a correspondent.) (990, 987, 1062, 996)
article-paragraph: In conclusion, your committee have to express their thanks to the subscribers for the confidence reposed in them, and their hope that means may still be forthcoming for the further improvement of the institution. (172, 841, 316, 888)
race-title: FLYING HANDICAP of £15. Distance, one mile and a-quarter. (953, 326, 1099, 345)
letter-signature-title: Owner of the winning horse. (387, 1022, 472, 1032)
column-rule (372, 1037, 429, 1038)
article-paragraph: Mr. Parsons' mystery also ran, and was supposed to be the only one likely to push Quimcraft in the race. However, the distance proved too much for her, and Mr. Keenan's horse won as they liked, although the impression was that they had received their full share of weight. (953, 594, 1099, 659)
article-paragraph: Five started for this event, resulting as above. This was the best contested of the meeting, being won by a nose only—the others close up. (953, 693, 1099, 721)
article-paragraph: We regret to learn that on Tuesday last a man was severely injured at Cambrian. Dr. Pollney was sent for from Naseby. The injuries have since resulted in the death of the unfortunate man. An inquest was held by the District Coroner, but the particulars are not yet to hand. (797, 726, 941, 782)
table-row: Alexandra 339 0 (172, 1501, 316, 1511)
race-result-line: Parsons' Clyde 2 (953, 468, 1004, 478)
st-bathans-races-heading: ST. BATHANS RACES. (821, 1109, 918, 1120)
article-paragraph: William Buckland, late member for Franklin, is dead. (797, 675, 941, 695)
race-title: HACK SELLING RACE of £10. One mile heats. Hacks to be sold for £20, to carry (797, 1703, 941, 1723)
article-paragraph: Blundell, the undertaker at Southampton on whose premises a number of dead infants have been found, was, with his wife and an assistant named Frederick Petty, charged before the Southampton magistrates on Wednesday with obtaining sums of money under false pretences from various persons by undertaking to bury the bodies of their children, and not doing so. After some evidence had been given, the prisoners were remanded for a week, and the bench expressed a hope that the Government would take up the prosecution. (641, 959, 785, 1071)
kyeburn-heading: STATUTORY SCHOOL MEETING, KYEBURN DIGGINGS. (351, 32, 449, 62)
races-letter-subheading: (To the Editor of the Mount Ida Chronicle.) (338, 765, 463, 774)
article-paragraph: The only return from Waikato is from Ranfurly. Bastings, 63; Ireland, 54. This being Ireland's stronghold, Bastings' return is considered safe. (797, 923, 941, 961)
article-paragraph: The holidays are over. Your regular correspondent will no doubt give you a full account of the St. Bathans Races, which, notwithstanding the sparse population, and the almost general scarcity of cash at the present time, were well attended, and thoroughly enjoyed. I will only mention the Hospital Race of 14s. The collectors were Messrs. Gilmore and Mulvey. The winner was a horse named 'Clyde,' and belongs to a Mr. Thos. Parsons, of Clyde. (953, 999, 1099, 1092)
column-rule (997, 1211, 1055, 1212)
article-paragraph: The usual annual meeting of householders and other persons duly qualified to elect a Committee and to supervise all educational matters affecting the District School took place in the schoolroom on Monday evening, the 10th inst, at half past seven p.m. (16, 757, 160, 814)
article-paragraph: At the commencement of your Committees term there were five patients in the house. There have been admitted and treated during the year 23 patients, discharged cured 33, relieved 3, died 1, and remaining in the house 1. Of the number 17 were in-paying patients, 15 destitute or pauperis, and 1 outdoor patient. (172, 446, 316, 512)
thames-water-heading: THE THAMES WATER SUPPLY. (488, 841, 625, 852)
race-title: MAIDEN PLATE of £10. Distance, one mile and a-quarter. Weight for age. (797, 1477, 941, 1496)
table-row: Palmerston 0 0 (182, 1417, 316, 1427)
table-row: Black's 834 11 (172, 1473, 316, 1483)
article-paragraph: The names of the members elected for the Naseby and District Committees were published in our last week's issue. (172, 998, 316, 1027)
article-paragraph: This event was also well contested, the horses alternately changing places and it would have been a hard matter to spot the winner. However, on entering the straight Maux Boy and Blood Royal singled out, and a regular set-to ensued, which ended in Maux Boy winning by a length. (953, 777, 1099, 843)
article-paragraph: The financial condition of the institution is on the whole satisfactory, although at one time your Committee found themselves short of funds. A special appeal was made to the public, which was met in a most liberal manner. (172, 534, 316, 581)
article-paragraph: The Intercolonial cricket match commenced yesterday. Canterbury—1st innings, 149; second, 138; with five wickets down. Otago—1st innings, 175. Betting in favor of Canterbury all through. (797, 194, 941, 242)
gold-escort-table (172, 1380, 315, 1523)
race-title: CAMBRIAN STAKES of £15. Distance, one mile and a-half. Weight for age. (953, 97, 1099, 116)
race-result-row: T Parsons' Mystery (Fraser) 1 (797, 1497, 941, 1506)
total-label: Total (199, 1514, 215, 1524)
st-bathans-subheading: (From a correspondent.) (364, 1055, 436, 1064)
second-day-heading: SECOND DAY. (998, 314, 1054, 324)
st-bathans-2-heading: ST. BATHANS. (994, 975, 1057, 986)
column-3 (323, 28, 479, 1575)
goldfields-celebrities-subheading: MR. J. C. BROWN. (59, 44, 116, 52)
column-2 (166, 28, 322, 1524)
race-title: HACK RACE of £5. Distance, One Mile. Mitchell's Tommy 1 (953, 661, 1099, 680)
article-paragraph: THE REPORT OF THE MOUNT IDA DISTRICT SCHOOL COMMITTEE FOR THE YEAR ENDING 1875. (18, 894, 157, 921)
table-row: Naseby 2748 5 (182, 1389, 316, 1399)
article-paragraph: Dr. Playfair was present on Wednesday at the formal opening of the Yorkshire College of Science, and addressed an assembly in the evening. He dwelt upon scientific training in England to enable us to maintain our commercial supremacy over foreign competitors, and said that a more complete Education organization is as great a need in this country as a more complete system of local Government, and both with us are wofully deficient. We are feeling at every point of our manufacturing system that science must be made a more important factor in production than it is now. The object of education, even in a technical school, is not to teach men how to use spinning-jennies or steam-hammers, but it is to give a cultured intelligence, which may be applied to work in life, whatever that may be. As soon as a working man acquires a scientific knowledge of the principles of his work he is raised in intellectual dignity, and is a man of culture among his fellows. A man may be a skilled workman, and yet be a mere empiric; but when he knows the science of his work he is an educated man in his vocation. The Marquis of Ripon then delivered an address congratulating the meeting upon the foundation of the College. He said it was of the first importance that whatever technical instruction was given should be sound and accurate. The men of former days along with their empirical knowledge had wonderful intuitions. But we now wanted something sounder and more thorough, and care must be taken that in superadding scientific training to practical experience this training should be so complete that it should adequately take the place of empirical knowledge which had often guided Englishmen to eminent industrial success. (484, 467, 629, 830)
article-paragraph: A vote of thanks to the Chairman concluded the business. (172, 1308, 316, 1327)
race-title: HURDLE RACE, of £9 14s—collected by Messrs Malvey and Gilmore on the course. (953, 844, 1099, 863)
editor-note: [The following appeared in our issue of Saturday last:—] (797, 826, 941, 846)
article-paragraph: The meeting then proceeded to elect a committee for the ensuing year. (328, 619, 472, 639)
article-paragraph: A Cabinet crisis has occurred in France. (806, 448, 925, 458)
article-paragraph: Weather fine, but windy. (806, 512, 880, 522)
article-paragraph: Mr. J. C. Brown was born at Macclesfield, Cheshire, England. He landed in Victoria, September, 1852. His first venture in the mining colony was at Forest Creek, where he was engaged in gold-mining for sometime. He afterwards was at Ballarat, Mount Korong, Inglewood, and Avoca district. (16, 56, 160, 121)
column-6 (792, 28, 948, 1723)
advertisement-paragraph: Oxygen is Life.—Dr. Bright's Phosphodyne.—Multitudes of People are hopelessly suffering from Debility, Nervous and Liver Complaints, Depression of Spirits, Dyspepsia, Fits, Lassitude, Indigestion, Failure of Hearing, Sight and Memory, Insomnia, Want of Power, &c., whose cases admit of a permanent cure by the new remedy Phosphodyne (Ozonic Oxygen), which at once allays all irritation and excitement, imparts new energy and life to the enfeebled constitution, and rapidly cures every stage of these hitherto incurable and distressing maladies. Sold by all Chemists and Druggists throughout the Colonies.—The large and increasing demand for Dr. Bright's Phosphodyne has led to several imitations under somewhat similar names; purchasers of this medicine should therefore be careful to observe that each case bears the Government Stamp, with the words 'Dr. Bright's Phosphodyne' engraved thereon, and that the same words are also blown in the bottle. (953, 1564, 1099, 1769)
column-rule (528, 835, 585, 836)
race-result-line: Keenan's Maux Boy (Malone) 1 (953, 743, 1049, 753)
hospital-subheading: ANNUAL MEETING. (212, 54, 276, 62)
article-paragraph: Mr. M'Intosh begged to propose that the report be adopted, and that the thanks of the subscribers be accorded to the Committee for their past exertions. (172, 938, 316, 976)
article-paragraph: A man has been arrested in Wellington on suspicion of being Cunningham, the Lake Ohau murderer. He tallies exactly with the description of the latter. He gives a very unsatisfactory account of himself. (797, 1012, 941, 1060)
article-paragraph: In conclusion, your Committee would refer to the examination of the pupils, which took place on the 23rd of December last—a report of which was published in the 'Mount Ida Chronicle' of the 25th—as evidence of the fact that in all branches of education good and laudable progress was made by the pupils, and that both Mr. Menzies and Mrs. Clarke have used their best endeavours in the performance of their respective duties. (16, 1268, 160, 1362)
dateline: Dunedin, Thursday Evening. (826, 94, 912, 103)
